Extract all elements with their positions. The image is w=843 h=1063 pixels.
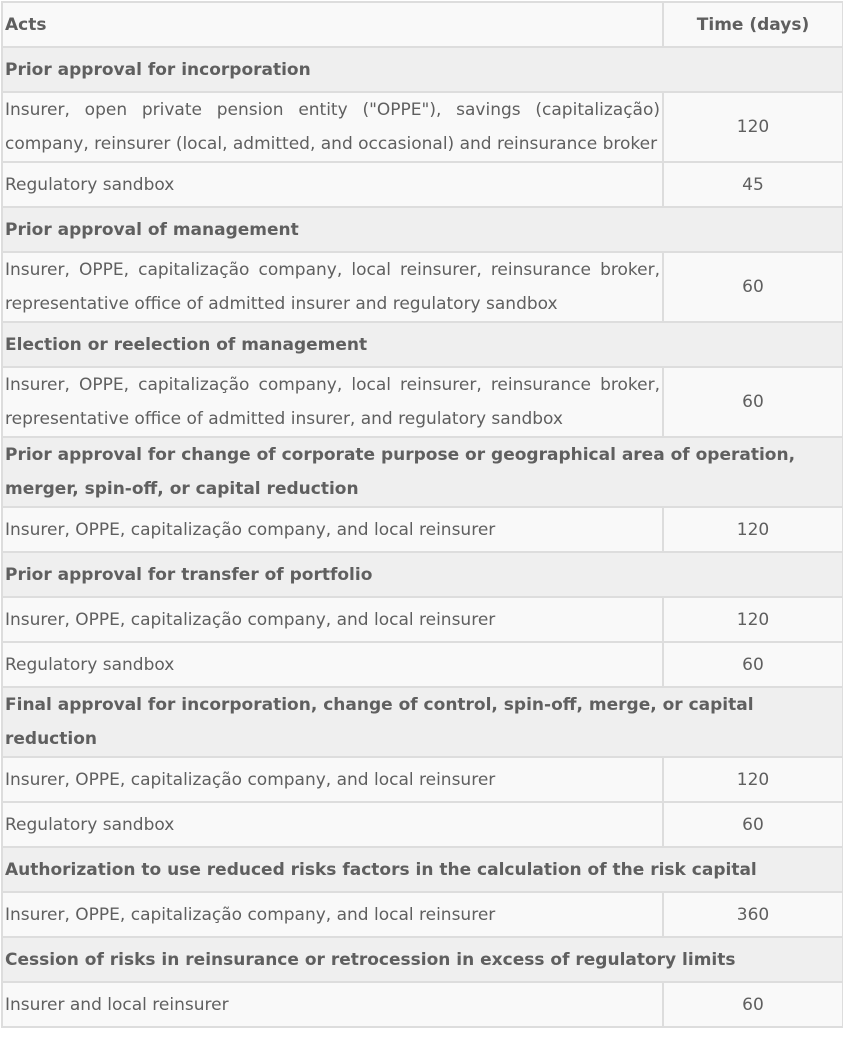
days-cell: 120	[663, 757, 843, 802]
section-row	[2, 847, 843, 892]
section-row	[2, 437, 843, 507]
section-title: Prior approval for incorporation	[2, 47, 843, 92]
table-row	[2, 367, 843, 437]
acts-time-table	[1, 1, 843, 1028]
act-cell: Insurer, OPPE, capitalização company, and local reinsurer	[2, 757, 663, 802]
table-row	[2, 507, 843, 552]
act-cell: Regulatory sandbox	[2, 642, 663, 687]
days-cell: 60	[663, 982, 843, 1027]
act-cell: Regulatory sandbox	[2, 162, 663, 207]
days-cell: 60	[663, 642, 843, 687]
section-title: Prior approval for transfer of portfolio	[2, 552, 843, 597]
section-row	[2, 552, 843, 597]
table-header-row	[2, 2, 843, 47]
acts-column-header: Acts	[2, 2, 663, 47]
section-row	[2, 207, 843, 252]
section-row	[2, 687, 843, 757]
table-row	[2, 642, 843, 687]
days-cell: 60	[663, 367, 843, 437]
act-cell: Insurer, OPPE, capitalização company, and local reinsurer	[2, 597, 663, 642]
days-cell: 360	[663, 892, 843, 937]
act-cell: Insurer, OPPE, capitalização company, and local reinsurer	[2, 507, 663, 552]
table-row	[2, 252, 843, 322]
table-row	[2, 802, 843, 847]
days-cell: 60	[663, 252, 843, 322]
act-cell: Insurer and local reinsurer	[2, 982, 663, 1027]
section-title: Prior approval of management	[2, 207, 843, 252]
table-row	[2, 92, 843, 162]
days-cell: 60	[663, 802, 843, 847]
table-row	[2, 982, 843, 1027]
time-column-header: Time (days)	[663, 2, 843, 47]
act-cell: Regulatory sandbox	[2, 802, 663, 847]
days-cell: 120	[663, 92, 843, 162]
act-cell: Insurer, open private pension entity ("OPPE"), savings (capitalização) company, reinsurer (local, admitted, and occasional) and reinsurance broker	[2, 92, 663, 162]
section-title: Authorization to use reduced risks factors in the calculation of the risk capital	[2, 847, 843, 892]
days-cell: 120	[663, 597, 843, 642]
days-cell: 45	[663, 162, 843, 207]
section-title: Election or reelection of management	[2, 322, 843, 367]
section-title: Final approval for incorporation, change of control, spin-off, merge, or capital reduction	[2, 687, 843, 757]
act-cell: Insurer, OPPE, capitalização company, local reinsurer, reinsurance broker, representative office of admitted insurer, and regulatory sandbox	[2, 367, 663, 437]
table-row	[2, 597, 843, 642]
act-cell: Insurer, OPPE, capitalização company, and local reinsurer	[2, 892, 663, 937]
section-row	[2, 47, 843, 92]
act-cell: Insurer, OPPE, capitalização company, local reinsurer, reinsurance broker, representative office of admitted insurer and regulatory sandbox	[2, 252, 663, 322]
section-row	[2, 937, 843, 982]
table-row	[2, 162, 843, 207]
days-cell: 120	[663, 507, 843, 552]
section-row	[2, 322, 843, 367]
section-title: Prior approval for change of corporate purpose or geographical area of operation, merger, spin-off, or capital reduction	[2, 437, 843, 507]
table-row	[2, 892, 843, 937]
section-title: Cession of risks in reinsurance or retrocession in excess of regulatory limits	[2, 937, 843, 982]
table-row	[2, 757, 843, 802]
